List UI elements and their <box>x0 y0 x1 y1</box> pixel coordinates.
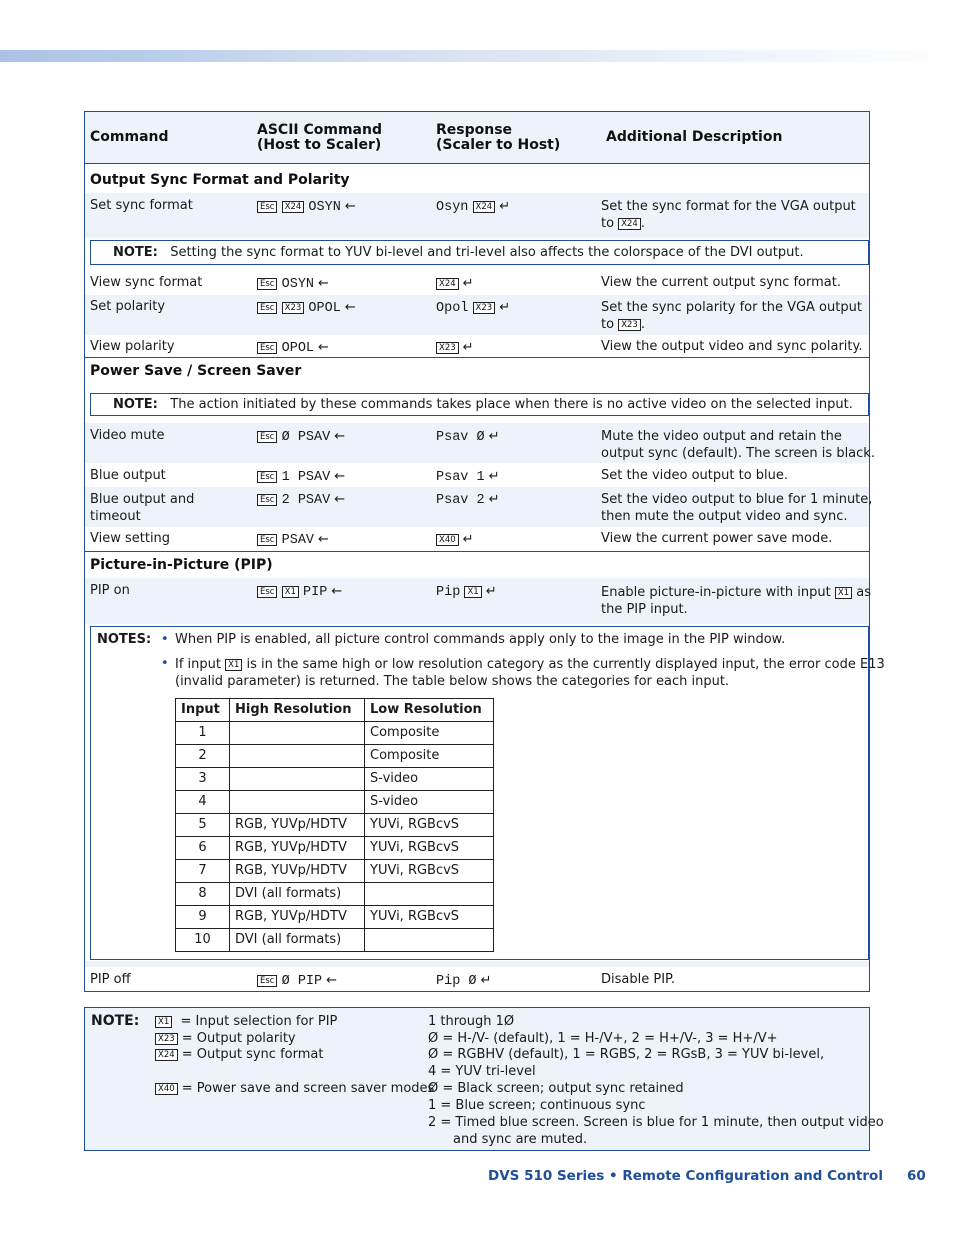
col-command-header: Command <box>90 129 169 145</box>
legend-x1: X1 = Input selection for PIP <box>155 1014 337 1029</box>
page-number: 60 <box>906 1168 926 1184</box>
legend-x23: X23 = Output polarity <box>155 1031 296 1046</box>
view-polarity-command: View polarity <box>90 339 175 354</box>
table-cell: DVI (all formats) <box>230 883 365 906</box>
pip-category-table <box>175 698 494 952</box>
pip-off-description: Disable PIP. <box>601 972 675 987</box>
table-cell: RGB, YUVp/HDTV <box>230 814 365 837</box>
table-row <box>176 814 494 837</box>
table-cell: RGB, YUVp/HDTV <box>230 860 365 883</box>
table-cell <box>230 768 365 791</box>
table-cell <box>230 722 365 745</box>
col-response-header: Response (Scaler to Host) <box>436 122 561 153</box>
pip-note-bullet-1: When PIP is enabled, all picture control commands apply only to the image in the PIP window. <box>175 632 786 647</box>
table-row <box>176 837 494 860</box>
view-setting-response: X40 ↵ <box>436 532 474 547</box>
legend-value-2: Ø = H-/V- (default), 1 = H-/V+, 2 = H+/V-, 3 = H+/V+ <box>428 1031 778 1046</box>
table-cell: 3 <box>176 768 230 791</box>
table-cell: YUVi, RGBcvS <box>365 837 494 860</box>
section-output-sync: Output Sync Format and Polarity <box>90 172 350 188</box>
table-cell: 2 <box>176 745 230 768</box>
legend-value-7: 2 = Timed blue screen. Screen is blue for 1 minute, then output video <box>428 1115 884 1130</box>
view-sync-response: X24 ↵ <box>436 276 474 291</box>
table-cell <box>365 883 494 906</box>
table-cell: S-video <box>365 768 494 791</box>
table-row <box>176 860 494 883</box>
legend-value-3: Ø = RGBHV (default), 1 = RGBS, 2 = RGsB, 3 = YUV bi-level, <box>428 1047 825 1062</box>
section-pip: Picture-in-Picture (PIP) <box>90 557 273 573</box>
video-mute-description: Mute the video output and retain the output sync (default). The screen is black. <box>601 429 875 461</box>
blue-timeout-command: Blue output and timeout <box>90 492 195 524</box>
pip-off-ascii: Esc Ø PIP ← <box>257 973 337 989</box>
table-row <box>176 745 494 768</box>
blue-output-command: Blue output <box>90 468 166 483</box>
table-header-input: Input <box>176 699 230 722</box>
table-row <box>176 791 494 814</box>
blue-timeout-ascii: Esc 2 PSAV ← <box>257 492 345 508</box>
table-row <box>176 768 494 791</box>
table-row <box>176 883 494 906</box>
view-polarity-response: X23 ↵ <box>436 340 474 355</box>
top-gradient-bar <box>0 50 954 62</box>
table-cell: DVI (all formats) <box>230 929 365 952</box>
video-mute-command: Video mute <box>90 428 165 443</box>
legend-value-5: Ø = Black screen; output sync retained <box>428 1081 684 1096</box>
legend-note-label: NOTE: <box>91 1013 140 1029</box>
blue-timeout-response: Psav 2 ↵ <box>436 492 500 508</box>
pip-notes-label: NOTES: <box>97 632 152 647</box>
view-setting-ascii: Esc PSAV ← <box>257 532 329 548</box>
video-mute-response: Psav Ø ↵ <box>436 429 500 445</box>
legend-x40: X40 = Power save and screen saver modes <box>155 1081 434 1096</box>
table-cell: 1 <box>176 722 230 745</box>
legend-value-1: 1 through 1Ø <box>428 1014 515 1029</box>
table-cell <box>230 791 365 814</box>
blue-output-response: Psav 1 ↵ <box>436 469 500 485</box>
table-cell: RGB, YUVp/HDTV <box>230 837 365 860</box>
view-sync-description: View the current output sync format. <box>601 275 841 290</box>
table-cell <box>365 929 494 952</box>
col-ascii-header: ASCII Command (Host to Scaler) <box>257 122 382 153</box>
table-header-low: Low Resolution <box>365 699 494 722</box>
view-sync-command: View sync format <box>90 275 203 290</box>
table-row <box>176 722 494 745</box>
table-cell: 4 <box>176 791 230 814</box>
set-polarity-command: Set polarity <box>90 299 166 314</box>
pip-on-description: Enable picture-in-picture with input X1 as the PIP input. <box>601 585 872 617</box>
footer-title: DVS 510 Series • Remote Configuration and Control <box>488 1168 883 1184</box>
section-power-save: Power Save / Screen Saver <box>90 363 302 379</box>
pip-off-response: Pip Ø ↵ <box>436 973 492 989</box>
table-cell: 8 <box>176 883 230 906</box>
col-description-header: Additional Description <box>606 129 783 145</box>
table-cell: 5 <box>176 814 230 837</box>
bullet-2: • <box>161 656 169 671</box>
blue-output-ascii: Esc 1 PSAV ← <box>257 469 345 485</box>
legend-value-4: 4 = YUV tri-level <box>428 1064 536 1079</box>
table-cell: S-video <box>365 791 494 814</box>
video-mute-ascii: Esc Ø PSAV ← <box>257 429 345 445</box>
table-cell: Composite <box>365 745 494 768</box>
table-cell: 6 <box>176 837 230 860</box>
table-cell <box>230 745 365 768</box>
view-polarity-description: View the output video and sync polarity. <box>601 339 863 354</box>
table-cell: 7 <box>176 860 230 883</box>
set-sync-command: Set sync format <box>90 198 193 213</box>
blue-timeout-description: Set the video output to blue for 1 minute, then mute the output video and sync. <box>601 492 873 524</box>
pip-off-command: PIP off <box>90 972 131 987</box>
table-cell: YUVi, RGBcvS <box>365 814 494 837</box>
pip-on-ascii: Esc X1 PIP ← <box>257 584 342 600</box>
table-header-high: High Resolution <box>230 699 365 722</box>
table-cell: YUVi, RGBcvS <box>365 860 494 883</box>
row-pip-off <box>85 961 869 967</box>
pip-note-bullet-2: If input X1 is in the same high or low resolution category as the currently displayed input, the error code E13 (invalid parameter) is returned. The table below shows the categories for each input. <box>175 657 885 689</box>
set-polarity-ascii: Esc X23 OPOL ← <box>257 300 356 316</box>
table-cell: 10 <box>176 929 230 952</box>
view-setting-description: View the current power save mode. <box>601 531 833 546</box>
set-sync-response: Osyn X24 ↵ <box>436 199 511 215</box>
table-row <box>176 929 494 952</box>
sync-note: NOTE: Setting the sync format to YUV bi-level and tri-level also affects the colorspace of the DVI output. <box>113 245 804 260</box>
set-sync-description: Set the sync format for the VGA output to X24 . <box>601 199 856 231</box>
view-sync-ascii: Esc OSYN ← <box>257 276 329 292</box>
table-cell: Composite <box>365 722 494 745</box>
pip-on-response: Pip X1 ↵ <box>436 584 497 600</box>
view-setting-command: View setting <box>90 531 171 546</box>
table-row <box>176 906 494 929</box>
pip-on-command: PIP on <box>90 583 130 598</box>
table-header-row <box>176 699 494 722</box>
legend-value-6: 1 = Blue screen; continuous sync <box>428 1098 646 1113</box>
page-footer <box>488 1168 926 1184</box>
bullet-1: • <box>161 632 169 647</box>
view-polarity-ascii: Esc OPOL ← <box>257 340 329 356</box>
legend-value-8: and sync are muted. <box>453 1132 588 1147</box>
power-note: NOTE: The action initiated by these commands takes place when there is no active video on the selected input. <box>113 397 853 412</box>
table-cell: 9 <box>176 906 230 929</box>
table-cell: YUVi, RGBcvS <box>365 906 494 929</box>
set-sync-ascii: Esc X24 OSYN ← <box>257 199 356 215</box>
set-polarity-description: Set the sync polarity for the VGA output to X23 . <box>601 300 862 332</box>
table-cell: RGB, YUVp/HDTV <box>230 906 365 929</box>
legend-x24: X24 = Output sync format <box>155 1047 323 1062</box>
set-polarity-response: Opol X23 ↵ <box>436 300 511 316</box>
blue-output-description: Set the video output to blue. <box>601 468 789 483</box>
